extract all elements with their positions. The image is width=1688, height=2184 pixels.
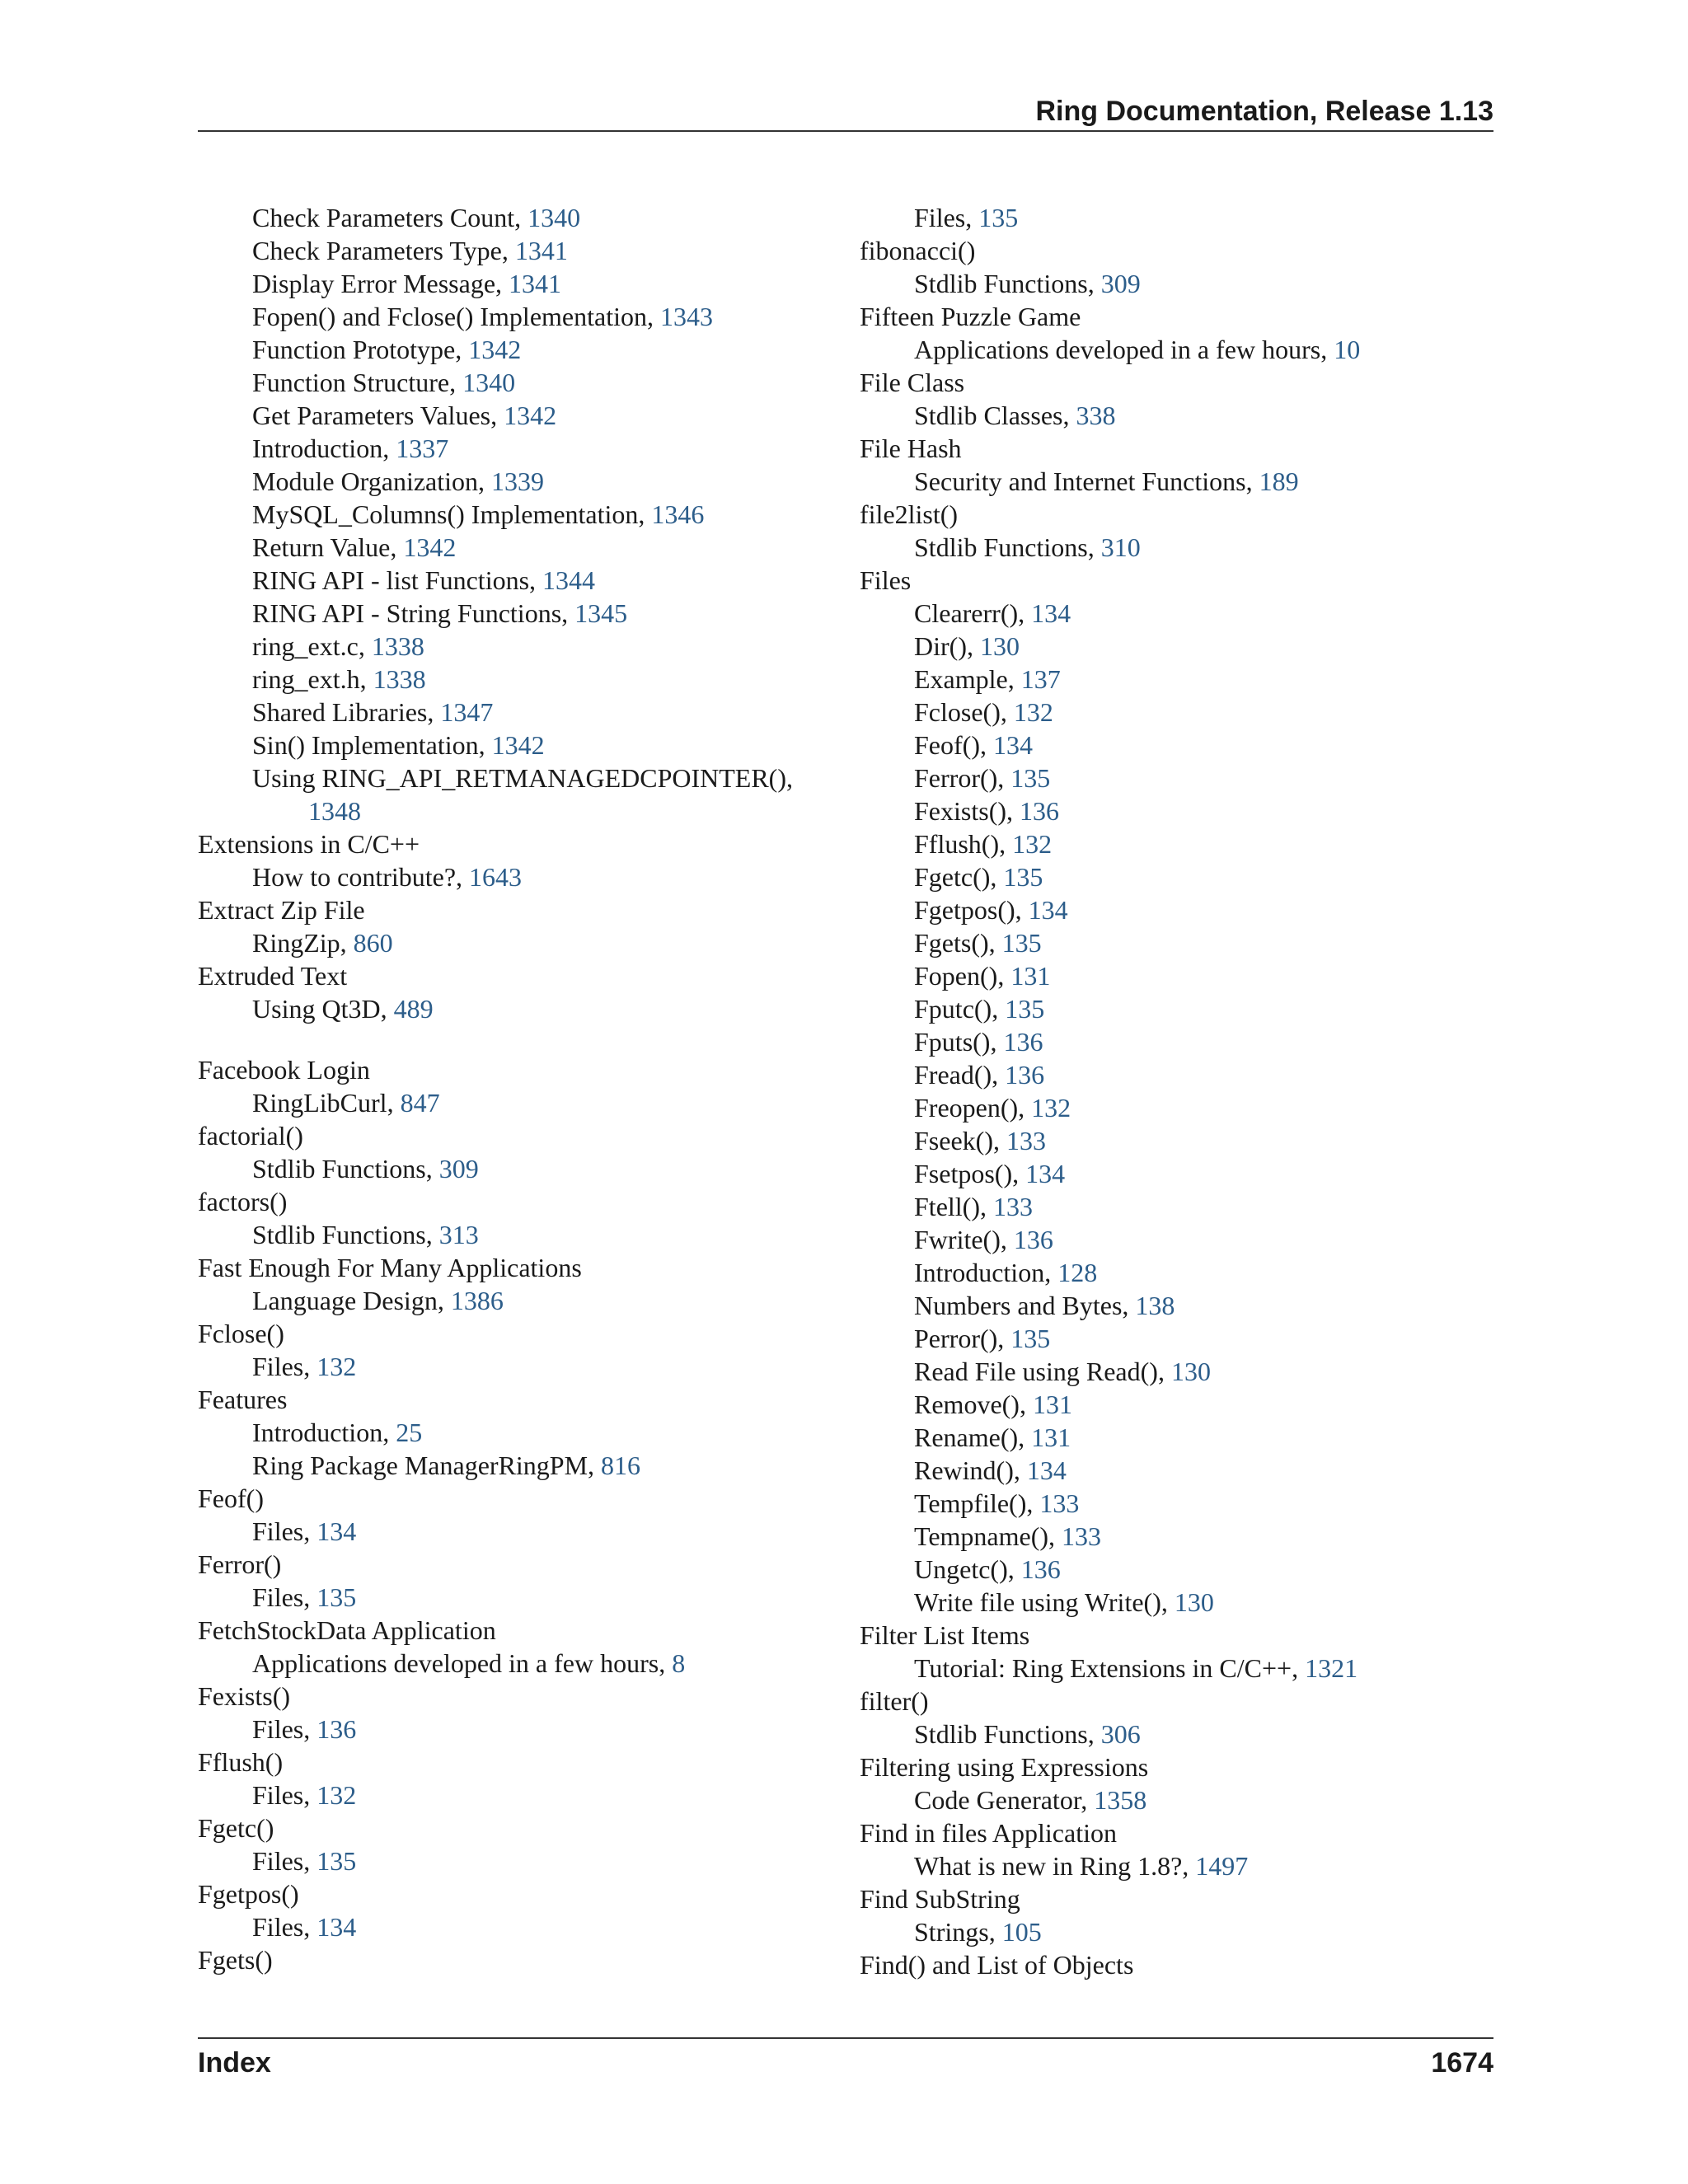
index-entry-text: Files, [252,1582,317,1612]
index-subentry [860,1322,1494,1355]
index-entry-text: Security and Internet Functions, [914,466,1259,496]
index-entry-text: Tempfile(), [914,1488,1040,1518]
index-entry-text: MySQL_Columns() Implementation, [252,499,652,529]
index-entry-text: Fclose() [198,1319,284,1348]
page-link[interactable]: 131 [1032,1390,1072,1419]
page-link[interactable]: 134 [1026,1455,1067,1485]
index-subentry [198,531,832,564]
page-link[interactable]: 135 [1005,994,1045,1024]
page-link[interactable]: 1344 [542,565,596,595]
index-entry-text: Stdlib Functions, [252,1220,439,1249]
index-subentry [198,794,832,827]
index-entry-text: Filtering using Expressions [860,1752,1149,1782]
page-link[interactable]: 132 [1013,697,1053,727]
page-link[interactable]: 133 [992,1192,1033,1221]
page-link[interactable]: 1358 [1094,1785,1147,1815]
page-link[interactable]: 138 [1135,1291,1175,1320]
index-entry-text: Fifteen Puzzle Game [860,302,1081,331]
index-entry-text: Strings, [914,1917,1002,1947]
index-term [860,366,1494,399]
page-link[interactable]: 132 [316,1352,357,1381]
index-entry-text: Stdlib Functions, [252,1154,439,1183]
index-subentry [860,1058,1494,1091]
index-entry-text: Introduction, [252,434,396,463]
index-subentry [860,399,1494,432]
page-link[interactable]: 1342 [468,335,522,364]
index-subentry [198,465,832,498]
index-term [198,1746,832,1779]
index-gap [198,1025,832,1053]
index-entry-text: Fwrite(), [914,1225,1014,1254]
index-subentry [860,1025,1494,1058]
page-link[interactable]: 135 [1003,862,1043,892]
page-link[interactable]: 136 [1020,1554,1061,1584]
index-entry-text: Fast Enough For Many Applications [198,1253,582,1282]
page-link[interactable]: 1339 [491,466,545,496]
index-subentry [198,399,832,432]
index-entry-text: Remove(), [914,1390,1033,1419]
index-subentry [198,498,832,531]
index-subentry [860,992,1494,1025]
index-entry-text: Perror(), [914,1324,1011,1353]
index-subentry [860,597,1494,630]
page-link[interactable]: 135 [316,1846,357,1876]
index-term [198,1811,832,1844]
index-subentry [198,696,832,729]
page-link[interactable]: 10 [1334,335,1361,364]
page-header [198,91,1493,132]
index-term [198,1119,832,1152]
index-term [198,1877,832,1910]
index-term [198,1680,832,1713]
index-subentry [198,1844,832,1877]
page-link[interactable]: 25 [396,1418,423,1447]
page-link[interactable]: 134 [1031,598,1071,628]
page-link[interactable]: 489 [393,994,434,1024]
index-entry-text: Fflush() [198,1747,284,1777]
index-term [860,1619,1494,1652]
page-link[interactable]: 1321 [1305,1653,1358,1683]
index-entry-text: Rename(), [914,1422,1032,1452]
index-entry-text: Fgetc() [198,1813,274,1843]
page-link[interactable]: 1341 [514,236,568,265]
index-entry-text: Clearerr(), [914,598,1032,628]
index-subentry [198,762,832,794]
index-entry-text: Facebook Login [198,1055,370,1085]
index-entry-text: Numbers and Bytes, [914,1291,1136,1320]
page-link[interactable]: 136 [1013,1225,1053,1254]
index-entry-text: Ferror() [198,1549,282,1579]
index-subentry [860,267,1494,300]
index-term [198,1053,832,1086]
index-entry-text: Find() and List of Objects [860,1950,1134,1980]
page-link[interactable]: 131 [1031,1422,1071,1452]
index-term [198,1185,832,1218]
index-entry-text: Ring Package ManagerRingPM, [252,1451,602,1480]
index-entry-text: Find in files Application [860,1818,1117,1848]
index-subentry [860,201,1494,234]
index-entry-text: RingLibCurl, [252,1088,401,1118]
index-entry-text: Fgets() [198,1945,273,1975]
index-subentry [860,729,1494,762]
footer-section: Index [198,2047,271,2079]
page-link[interactable]: 135 [1010,1324,1051,1353]
index-subentry [860,1355,1494,1388]
index-subentry [198,992,832,1025]
index-entry-text: Rewind(), [914,1455,1027,1485]
index-subentry [860,1157,1494,1190]
index-entry-text: Read File using Read(), [914,1357,1171,1386]
page-link[interactable]: 313 [438,1220,479,1249]
page-link[interactable]: 128 [1057,1258,1098,1287]
page-link[interactable]: 189 [1259,466,1299,496]
page-number: 1674 [1431,2047,1493,2079]
page-link[interactable]: 1497 [1195,1851,1249,1881]
page-link[interactable]: 137 [1020,664,1061,694]
index-entry-text: Extract Zip File [198,895,365,925]
index-term [198,827,832,860]
index-entry-text: Fopen(), [914,961,1011,991]
index-term [860,300,1494,333]
page-link[interactable]: 130 [1174,1587,1214,1617]
index-entry-text: Get Parameters Values, [252,401,504,430]
index-subentry [860,1091,1494,1124]
index-subentry [198,1086,832,1119]
index-entry-text: fibonacci() [860,236,976,265]
index-subentry [198,300,832,333]
index-entry-text: Features [198,1385,288,1414]
document-title: Ring Documentation, Release 1.13 [1035,96,1493,127]
index-term [198,1614,832,1647]
index-subentry [860,333,1494,366]
index-entry-text: Fseek(), [914,1126,1006,1155]
index-entry-text: Stdlib Classes, [914,401,1076,430]
page-link[interactable]: 8 [672,1648,686,1678]
index-subentry [198,729,832,762]
index-subentry [860,1124,1494,1157]
index-subentry [198,1647,832,1680]
page-link[interactable]: 136 [1005,1060,1045,1090]
index-subentry [860,1652,1494,1685]
index-subentry [860,1783,1494,1816]
index-entry-text: Files, [252,1352,317,1381]
index-subentry [198,926,832,959]
index-entry-text: Fsetpos(), [914,1159,1026,1188]
index-subentry [860,827,1494,860]
index-entry-text: RING API - list Functions, [252,565,543,595]
index-entry-text: factorial() [198,1121,303,1151]
index-subentry [198,663,832,696]
index-entry-text: Fgetpos(), [914,895,1029,925]
page-link[interactable]: 135 [1010,763,1051,793]
index-entry-text: File Hash [860,434,962,463]
index-entry-text: ring_ext.c, [252,631,372,661]
index-subentry [860,762,1494,794]
index-entry-text: Stdlib Functions, [914,532,1101,562]
index-entry-text: Fputc(), [914,994,1006,1024]
index-entry-text: Find SubString [860,1884,1020,1914]
index-entry-text: Function Prototype, [252,335,469,364]
index-entry-text: RingZip, [252,928,354,958]
index-entry-text: Fgets(), [914,928,1002,958]
page-link[interactable]: 131 [1010,961,1051,991]
page-link[interactable]: 309 [1100,269,1141,298]
index-entry-text: Sin() Implementation, [252,730,492,760]
index-entry-text: Freopen(), [914,1093,1032,1122]
page-link[interactable]: 135 [978,203,1019,232]
index-entry-text: Files, [914,203,979,232]
index-subentry [860,696,1494,729]
index-term [860,1816,1494,1849]
index-entry-text: Feof() [198,1483,264,1513]
index-term [198,959,832,992]
index-entry-text: Write file using Write(), [914,1587,1175,1617]
index-entry-text: Fexists() [198,1681,290,1711]
page-link[interactable]: 134 [1025,1159,1066,1188]
page-link[interactable]: 1342 [491,730,545,760]
index-subentry [198,1779,832,1811]
index-column-left [198,201,832,1976]
index-subentry [860,794,1494,827]
index-term [198,1317,832,1350]
page-link[interactable]: 310 [1100,532,1141,562]
index-subentry [860,959,1494,992]
index-entry-text: filter() [860,1686,929,1716]
index-subentry [198,564,832,597]
index-term [198,1383,832,1416]
index-entry-text: Introduction, [252,1418,396,1447]
index-subentry [860,860,1494,893]
page-link[interactable]: 816 [601,1451,641,1480]
index-subentry [860,1586,1494,1619]
page-link[interactable]: 132 [1031,1093,1071,1122]
index-subentry [198,1152,832,1185]
index-term [198,1482,832,1515]
index-subentry [198,1910,832,1943]
index-term [860,432,1494,465]
index-subentry [860,630,1494,663]
index-entry-text: Applications developed in a few hours, [914,335,1334,364]
index-entry-text: Example, [914,664,1021,694]
index-subentry [198,333,832,366]
index-entry-text: Fgetpos() [198,1879,299,1909]
index-subentry [860,893,1494,926]
index-term [198,893,832,926]
index-entry-text: Tempname(), [914,1521,1062,1551]
index-subentry [860,1190,1494,1223]
index-entry-text: Return Value, [252,532,404,562]
page-link[interactable]: 135 [316,1582,357,1612]
index-subentry [860,1520,1494,1553]
page-link[interactable]: 135 [1001,928,1042,958]
page-link[interactable]: 134 [316,1516,357,1546]
page-link[interactable]: 338 [1076,401,1116,430]
index-entry-text: Shared Libraries, [252,697,441,727]
index-subentry [860,1849,1494,1882]
index-entry-text: file2list() [860,499,959,529]
index-entry-text: Applications developed in a few hours, [252,1648,673,1678]
index-subentry [198,234,832,267]
index-subentry [198,1515,832,1548]
page-link[interactable]: 133 [1006,1126,1046,1155]
index-term [860,564,1494,597]
index-entry-text: Language Design, [252,1286,451,1315]
index-column-right [860,201,1494,1981]
index-entry-text: Check Parameters Type, [252,236,515,265]
index-subentry [860,1421,1494,1454]
index-subentry [860,1289,1494,1322]
index-subentry [860,1256,1494,1289]
index-subentry [860,1388,1494,1421]
page-link[interactable]: 1386 [450,1286,504,1315]
page-link[interactable]: 1340 [528,203,581,232]
page-link[interactable]: 136 [1003,1027,1043,1057]
page-link[interactable]: 1345 [574,598,628,628]
index-entry-text: Extensions in C/C++ [198,829,420,859]
index-entry-text: Fflush(), [914,829,1013,859]
index-subentry [198,1416,832,1449]
index-term [860,234,1494,267]
index-entry-text: How to contribute?, [252,862,470,892]
page-link[interactable]: 1343 [659,302,713,331]
index-entry-text: Files, [252,1780,317,1810]
index-entry-text: Filter List Items [860,1620,1030,1650]
index-subentry [860,531,1494,564]
index-entry-text: Stdlib Functions, [914,269,1101,298]
page-link[interactable]: 134 [992,730,1033,760]
index-term [860,1882,1494,1915]
page-link[interactable]: 133 [1062,1521,1102,1551]
page-link[interactable]: 134 [316,1912,357,1942]
index-entry-text: Fputs(), [914,1027,1004,1057]
index-subentry [860,1223,1494,1256]
index-entry-text: Fread(), [914,1060,1006,1090]
page-link[interactable]: 1340 [462,368,516,397]
index-entry-text: Fopen() and Fclose() Implementation, [252,302,660,331]
index-entry-text: Files, [252,1912,317,1942]
index-entry-text: Stdlib Functions, [914,1719,1101,1749]
index-entry-text: Fclose(), [914,697,1014,727]
page-link[interactable]: 105 [1001,1917,1042,1947]
index-entry-text: Files [860,565,912,595]
index-entry-text: Display Error Message, [252,269,509,298]
index-subentry [198,1218,832,1251]
index-entry-text: What is new in Ring 1.8?, [914,1851,1196,1881]
index-term [198,1251,832,1284]
index-subentry [860,1487,1494,1520]
index-subentry [198,1581,832,1614]
index-entry-text: RING API - String Functions, [252,598,575,628]
index-entry-text: Introduction, [914,1258,1058,1287]
page-link[interactable]: 1347 [440,697,494,727]
index-subentry [198,1284,832,1317]
index-subentry [860,1915,1494,1948]
index-subentry [198,1350,832,1383]
page-footer [198,2037,1493,2079]
page-link[interactable]: 1338 [373,664,426,694]
index-entry-text: Code Generator, [914,1785,1095,1815]
page-link[interactable]: 133 [1039,1488,1080,1518]
index-subentry [198,630,832,663]
index-subentry [198,432,832,465]
page-link[interactable]: 309 [438,1154,479,1183]
index-entry-text: Feof(), [914,730,993,760]
page-link[interactable]: 1338 [371,631,424,661]
page-link[interactable]: 132 [1012,829,1053,859]
page-link[interactable]: 1348 [308,796,361,826]
index-entry-text: Using Qt3D, [252,994,394,1024]
index-subentry [198,201,832,234]
index-entry-text: Extruded Text [198,961,348,991]
index-entry-text: Function Structure, [252,368,463,397]
index-entry-text: FetchStockData Application [198,1615,496,1645]
page-link[interactable]: 136 [1020,796,1059,826]
index-entry-text: File Class [860,368,965,397]
index-entry-text: factors() [198,1187,288,1216]
index-entry-text: Fgetc(), [914,862,1004,892]
index-entry-text: Using RING_API_RETMANAGEDCPOINTER(), [252,763,793,793]
index-subentry [198,1713,832,1746]
index-subentry [198,366,832,399]
page-link[interactable]: 1341 [509,269,562,298]
index-term [860,1685,1494,1718]
index-term [860,498,1494,531]
index-entry-text: Module Organization, [252,466,492,496]
index-entry-text: Files, [252,1846,317,1876]
index-entry-text: Ftell(), [914,1192,993,1221]
page-link[interactable]: 1337 [396,434,449,463]
page-link[interactable]: 134 [1028,895,1068,925]
page-link[interactable]: 1346 [651,499,705,529]
index-subentry [198,597,832,630]
index-entry-text: Dir(), [914,631,980,661]
index-entry-text: Check Parameters Count, [252,203,528,232]
index-entry-text: ring_ext.h, [252,664,373,694]
page-link[interactable]: 130 [979,631,1020,661]
index-entry-text: Fexists(), [914,796,1020,826]
page-link[interactable]: 306 [1100,1719,1141,1749]
index-subentry [860,1718,1494,1750]
page-link[interactable]: 1342 [504,401,557,430]
page-link[interactable]: 136 [316,1714,357,1744]
index-term [198,1548,832,1581]
page-link[interactable]: 1643 [469,862,523,892]
index-entry-text: Tutorial: Ring Extensions in C/C++, [914,1653,1306,1683]
index-entry-text: Files, [252,1714,317,1744]
index-entry-text: Ferror(), [914,763,1011,793]
index-subentry [860,663,1494,696]
index-term [860,1948,1494,1981]
page-link[interactable]: 1342 [403,532,457,562]
index-term [198,1943,832,1976]
index-subentry [198,1449,832,1482]
page-link[interactable]: 130 [1170,1357,1211,1386]
index-entry-text: Ungetc(), [914,1554,1021,1584]
page-link[interactable]: 132 [316,1780,357,1810]
index-subentry [198,267,832,300]
page-link[interactable]: 860 [353,928,393,958]
index-subentry [198,860,832,893]
index-subentry [860,926,1494,959]
index-subentry [860,1454,1494,1487]
index-subentry [860,1553,1494,1586]
index-subentry [860,465,1494,498]
page-link[interactable]: 847 [400,1088,440,1118]
index-term [860,1750,1494,1783]
index-entry-text: Files, [252,1516,317,1546]
